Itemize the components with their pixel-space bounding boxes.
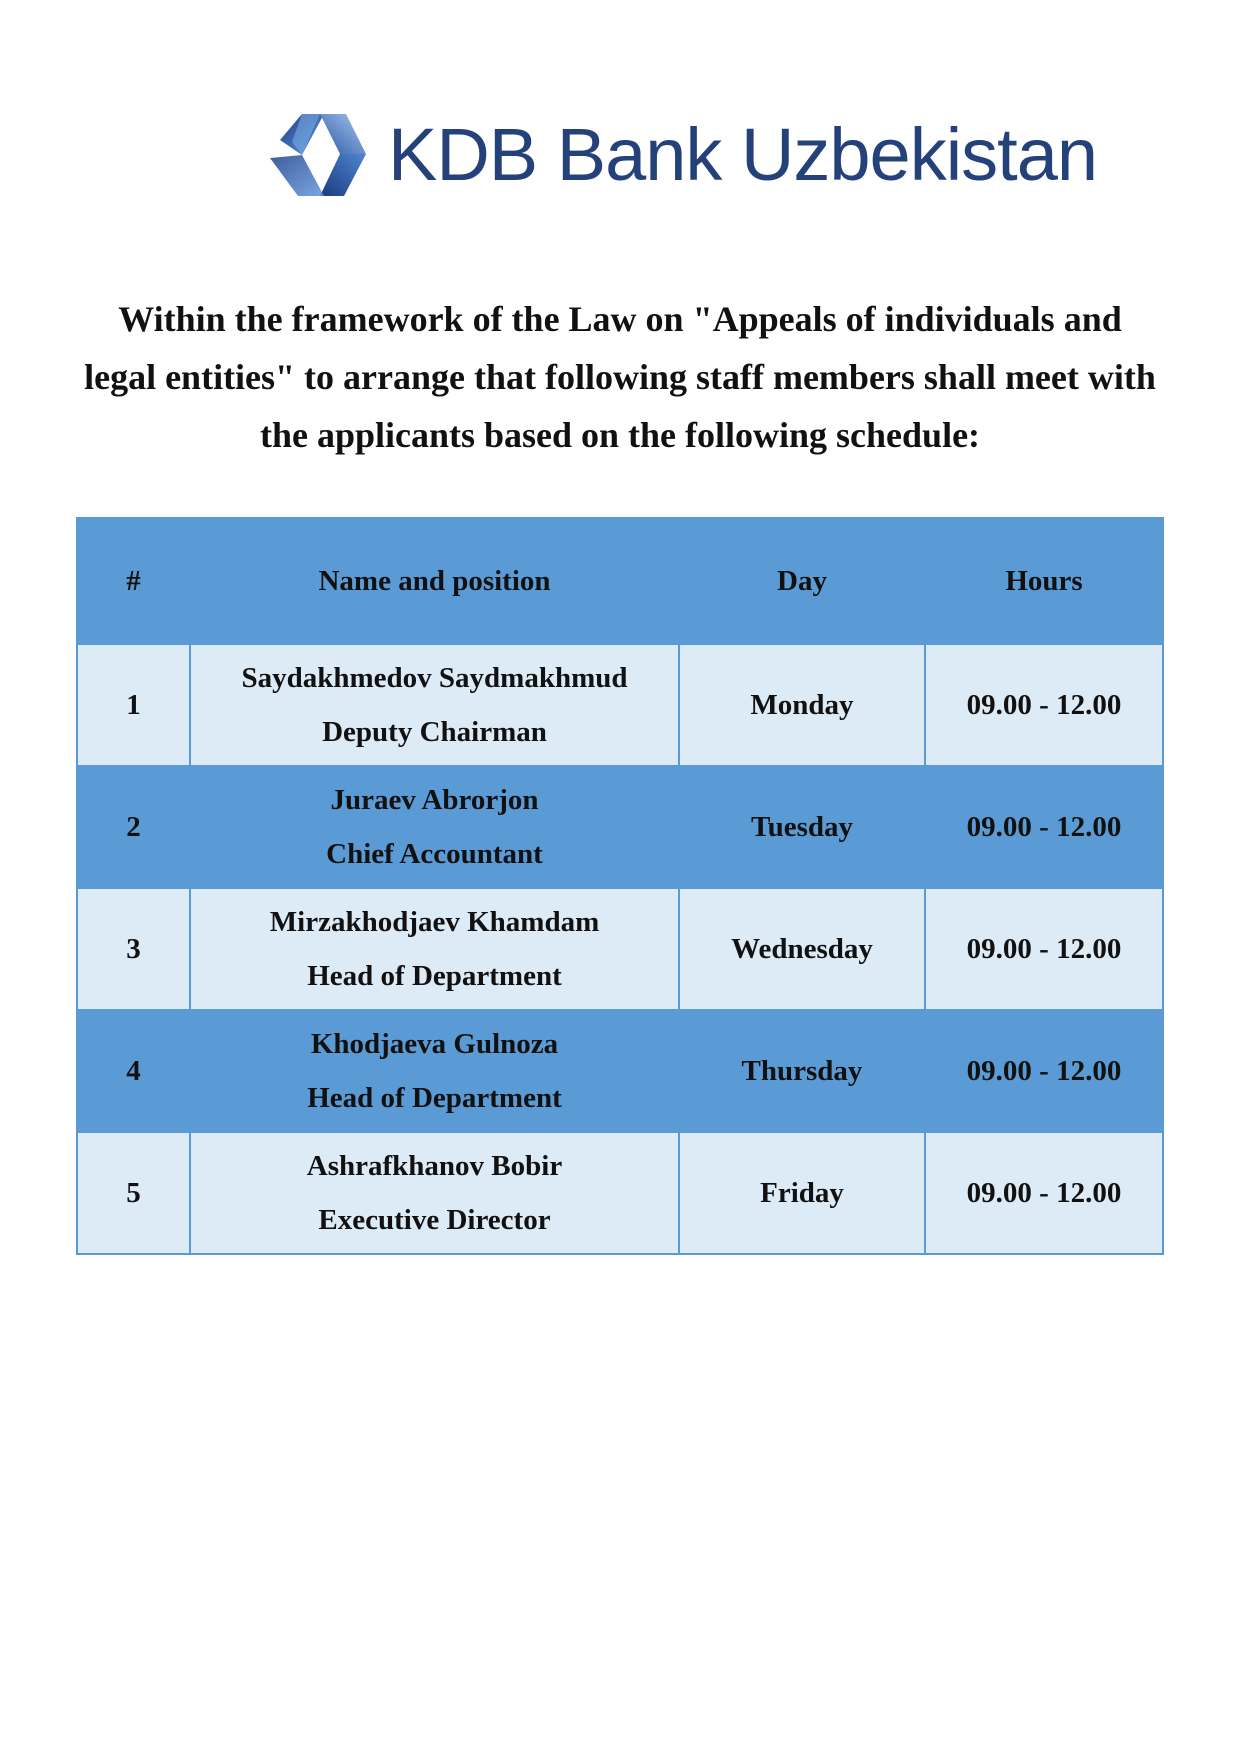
staff-position: Deputy Chairman bbox=[322, 716, 547, 748]
table-row bbox=[77, 888, 1163, 1010]
bank-name: KDB Bank Uzbekistan bbox=[388, 113, 1098, 196]
staff-name: Juraev Abrorjon bbox=[330, 784, 539, 816]
name-position-cell bbox=[190, 1010, 679, 1132]
name-position-cell bbox=[190, 1132, 679, 1254]
name-position-cell bbox=[190, 766, 679, 888]
staff-name: Khodjaeva Gulnoza bbox=[310, 1028, 559, 1060]
row-number: 1 bbox=[77, 644, 190, 766]
hours-cell: 09.00 - 12.00 bbox=[925, 1010, 1163, 1132]
table-header-row bbox=[77, 518, 1163, 644]
intro-text: Within the framework of the Law on "Appeals of individuals and legal entities" to arrange that following staff members shall meet with the applicants based on the following schedule: bbox=[84, 299, 1156, 455]
day-cell: Tuesday bbox=[679, 766, 925, 888]
staff-position: Head of Department bbox=[307, 960, 562, 992]
table-row bbox=[77, 644, 1163, 766]
staff-name: Saydakhmedov Saydmakhmud bbox=[241, 662, 628, 694]
staff-position: Head of Department bbox=[307, 1082, 562, 1114]
staff-name: Mirzakhodjaev Khamdam bbox=[269, 906, 600, 938]
hours-cell: 09.00 - 12.00 bbox=[925, 1132, 1163, 1254]
row-number: 2 bbox=[77, 766, 190, 888]
hours-cell: 09.00 - 12.00 bbox=[925, 766, 1163, 888]
header-hours: Hours bbox=[925, 518, 1163, 644]
hours-cell: 09.00 - 12.00 bbox=[925, 644, 1163, 766]
day-cell: Thursday bbox=[679, 1010, 925, 1132]
header-day: Day bbox=[679, 518, 925, 644]
table-row bbox=[77, 1132, 1163, 1254]
day-cell: Monday bbox=[679, 644, 925, 766]
hours-cell: 09.00 - 12.00 bbox=[925, 888, 1163, 1010]
reception-schedule-table bbox=[76, 517, 1164, 1255]
table-row bbox=[77, 766, 1163, 888]
day-cell: Wednesday bbox=[679, 888, 925, 1010]
row-number: 4 bbox=[77, 1010, 190, 1132]
name-position-cell bbox=[190, 644, 679, 766]
kdb-logo-icon bbox=[262, 100, 374, 210]
header-number: # bbox=[77, 518, 190, 644]
day-cell: Friday bbox=[679, 1132, 925, 1254]
staff-name: Ashrafkhanov Bobir bbox=[306, 1150, 563, 1182]
staff-position: Chief Accountant bbox=[326, 838, 543, 870]
table-row bbox=[77, 1010, 1163, 1132]
staff-position: Executive Director bbox=[318, 1204, 551, 1236]
row-number: 5 bbox=[77, 1132, 190, 1254]
header-name-position: Name and position bbox=[190, 518, 679, 644]
name-position-cell bbox=[190, 888, 679, 1010]
row-number: 3 bbox=[77, 888, 190, 1010]
bank-logo bbox=[262, 100, 1098, 210]
